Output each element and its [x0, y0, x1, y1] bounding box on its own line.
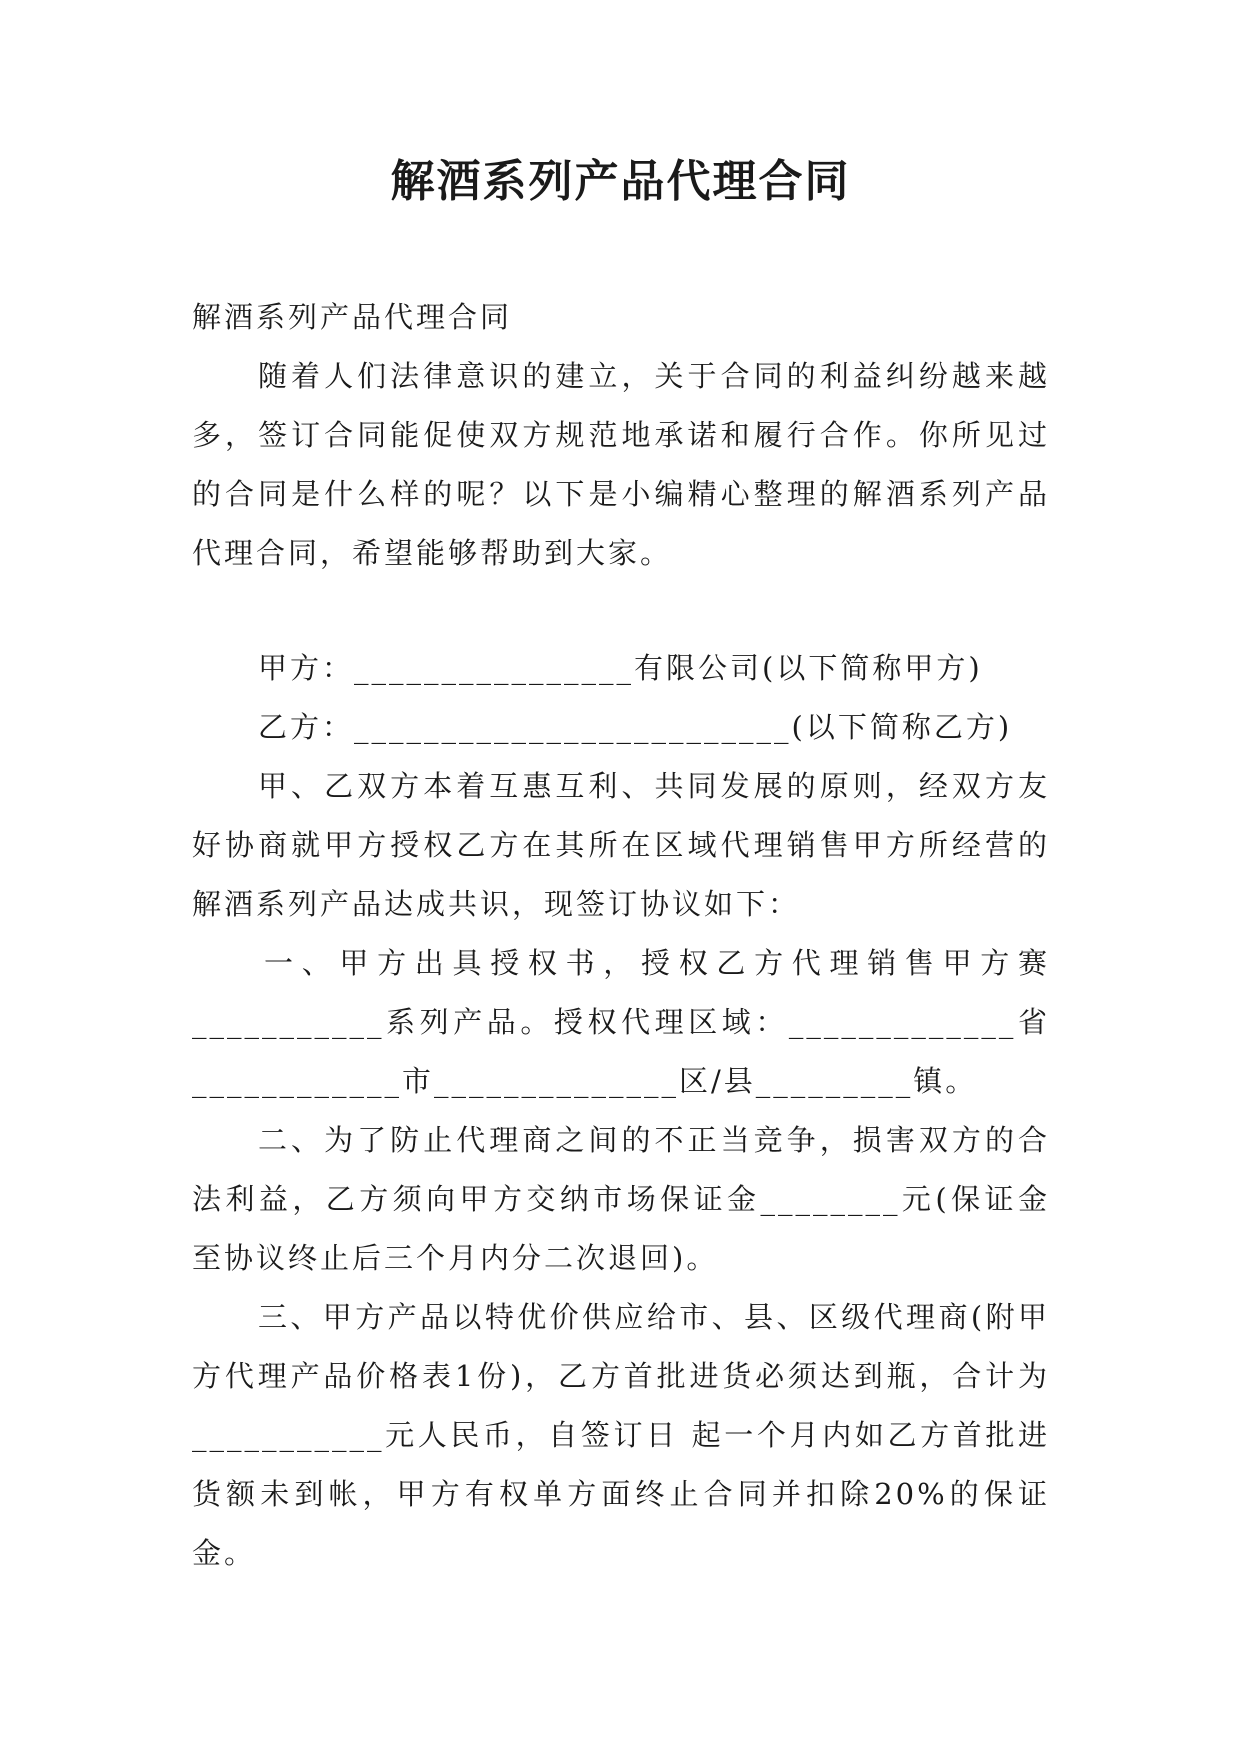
paragraph-gap [192, 583, 1050, 639]
document-body [192, 288, 1050, 1583]
preamble-paragraph: 甲、乙双方本着互惠互利、共同发展的原则，经双方友好协商就甲方授权乙方在其所在区域代理销售甲方所经营的解酒系列产品达成共识，现签订协议如下： [192, 769, 1050, 921]
party-b-line: 乙方：_________________________(以下简称乙方) [258, 710, 1013, 744]
clause-1: 一、甲方出具授权书，授权乙方代理销售甲方赛___________系列产品。授权代理区域：_____________省____________市______________区/县_________镇。 [192, 946, 1050, 1098]
clause-3: 三、甲方产品以特优价供应给市、县、区级代理商(附甲方代理产品价格表1份)，乙方首批进货必须达到瓶，合计为___________元人民币，自签订日 起一个月内如乙方首批进货额未到帐，甲方有权单方面终止合同并扣除20%的保证金。 [192, 1300, 1050, 1570]
clause-2: 二、为了防止代理商之间的不正当竞争，损害双方的合法利益，乙方须向甲方交纳市场保证金________元(保证金至协议终止后三个月内分二次退回)。 [192, 1123, 1050, 1275]
intro-paragraph: 随着人们法律意识的建立，关于合同的利益纠纷越来越多，签订合同能促使双方规范地承诺和履行合作。你所见过的合同是什么样的呢？以下是小编精心整理的解酒系列产品代理合同，希望能够帮助到大家。 [192, 359, 1050, 570]
party-a-line: 甲方：________________有限公司(以下简称甲方) [258, 651, 983, 685]
document-subtitle: 解酒系列产品代理合同 [192, 300, 513, 334]
document-title: 解酒系列产品代理合同 [390, 156, 851, 207]
